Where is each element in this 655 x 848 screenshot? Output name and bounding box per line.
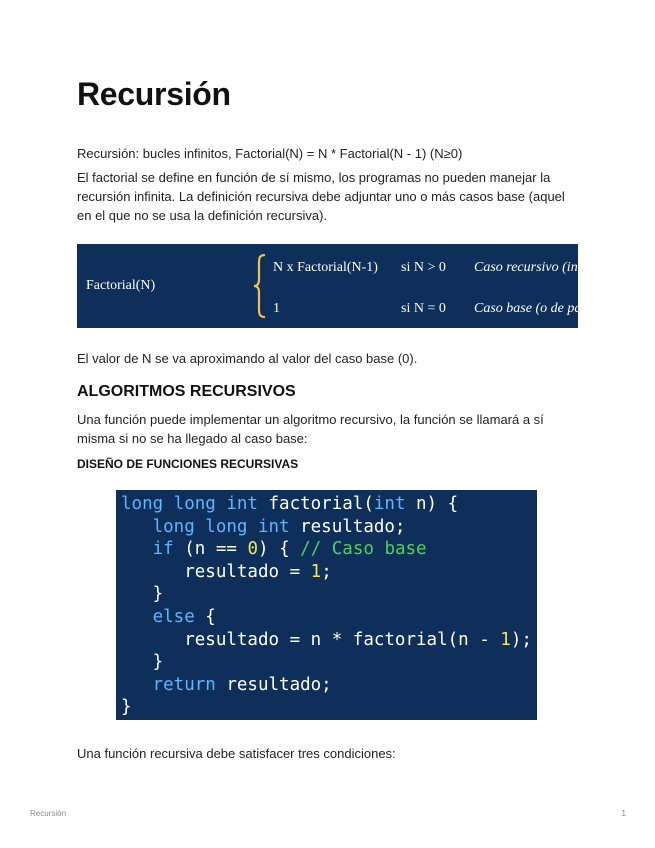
- factorial-formula-image: [77, 244, 627, 328]
- heading-algoritmos-recursivos: ALGORITMOS RECURSIVOS: [77, 383, 296, 400]
- footer-title: Recursión: [30, 809, 67, 818]
- formula-recursive-condition: si N > 0: [401, 260, 446, 275]
- code-line: }: [121, 697, 132, 718]
- code-line: resultado = n * factorial(n - 1);: [184, 629, 532, 650]
- formula-base-label: Caso base (o de parada): [474, 301, 613, 316]
- page-number: 1: [621, 809, 626, 818]
- base-case-paragraph: El valor de N se va aproximando al valor del caso base (0).: [77, 351, 418, 366]
- code-line: else {: [152, 606, 216, 627]
- heading-diseno-funciones: DISEÑO DE FUNCIONES RECURSIVAS: [77, 457, 299, 471]
- formula-recursive-expression: N x Factorial(N-1): [273, 260, 378, 275]
- code-line: return resultado;: [152, 674, 332, 695]
- page-title: Recursión: [77, 76, 231, 112]
- code-line: long long int resultado;: [152, 516, 406, 537]
- conditions-paragraph: Una función recursiva debe satisfacer tres condiciones:: [77, 746, 396, 761]
- intro-text: Recursión: bucles infinitos, Factorial(N) = N * Factorial(N - 1) (N≥0): [77, 146, 463, 161]
- formula-recursive-label: Caso recursivo (inducción): [474, 260, 627, 275]
- factorial-paragraph: El factorial se define en función de sí mismo, los programas no pueden manejar la recursión infinita. La definición recursiva debe adjuntar uno o más casos base (aquel en el que no se usa la definición recursiva).: [77, 170, 565, 223]
- formula-lhs: Factorial(N): [86, 278, 156, 293]
- code-line: }: [152, 584, 164, 605]
- formula-base-expression: 1: [273, 301, 280, 316]
- factorial-code-image: [116, 490, 537, 720]
- curly-brace-icon: [253, 254, 267, 318]
- code-line: resultado = 1;: [184, 561, 332, 582]
- algorithm-paragraph: Una función puede implementar un algoritmo recursivo, la función se llamará a sí misma si no se ha llegado al caso base:: [77, 412, 544, 446]
- formula-base-condition: si N = 0: [401, 301, 446, 316]
- code-line: }: [152, 652, 164, 673]
- code-line: long long int factorial(int n) {: [121, 494, 459, 514]
- code-line: if (n == 0) { // Caso base: [152, 539, 427, 560]
